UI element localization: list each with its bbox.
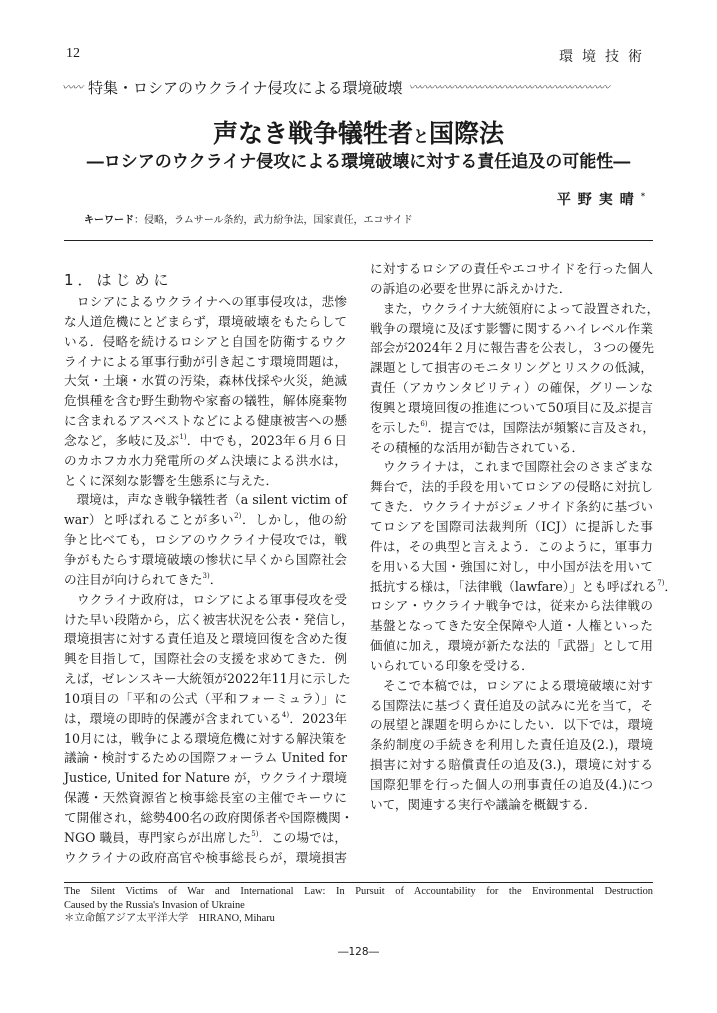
citation-superscript: 7) (657, 578, 665, 587)
text-line: そこで本稿では，ロシアによる環境破壊に対す (370, 677, 653, 693)
text-line: いられている印象を受ける． (370, 657, 534, 673)
text-line: 環境は，声なき戦争犠牲者（a silent victim of (64, 492, 347, 508)
text-line: 争と比べても，ロシアのウクライナ侵攻では，戦 (64, 532, 347, 548)
footnote-divider (64, 882, 653, 883)
text-line: けた早い段階から，広く被害状況を公表・発信し， (64, 611, 354, 627)
text-line: 価値に加え，環境が新たな法的「武器」として用 (370, 638, 653, 654)
article-title (0, 114, 717, 150)
page-number: 12 (66, 46, 80, 61)
title-part: 声なき戦争犠牲者 (212, 119, 413, 148)
keywords-label: キーワード (84, 215, 134, 226)
text-line: て開催され，総勢400名の政府関係者や国際機関・ (64, 809, 354, 825)
text-line: 責任（アカウンタビリティ）の確保，グリーンな (370, 380, 653, 396)
text-line: 抵抗する様は，「法律戦（lawfare）」とも呼ばれる$^{7)}$． (370, 578, 678, 594)
feature-label: 特集・ロシアのウクライナ侵攻による環境破壊 (88, 78, 403, 97)
text-line: 興を目指して，国際社会の支援を求めてきた．例 (64, 651, 347, 667)
text-line: 念など，多岐に及ぶ$^{1)}$．中でも，2023年６月６日 (64, 432, 347, 448)
text-line: 件は，その典型と言えよう．このように，軍事力 (370, 538, 653, 554)
title-part: 国際法 (429, 119, 505, 148)
text-line: 国際犯罪を行った個人の刑事責任の追及(4.)につ (370, 776, 653, 792)
text-line: の展望と課題を明らかにしたい．以下では，環境 (370, 717, 653, 733)
text-line: 大気・土壌・水質の汚染，森林伐採や火災，絶滅 (64, 373, 347, 389)
text-line: とくに深刻な影響を生態系に与えた． (64, 472, 279, 488)
author-affiliation: ＊立命館アジア太平洋大学 HIRANO, Miharu (64, 913, 275, 925)
text-line: その積極的な活用が勧告されている． (370, 439, 585, 455)
text-line: 戦争の環境に及ぼす影響に関するハイレベル作業 (370, 320, 653, 336)
text-line: 議論・検討するための国際フォーラム United for (64, 750, 347, 766)
text-line: また，ウクライナ大統領府によって設置された， (370, 300, 660, 316)
wave-ornament-right: 〰〰〰〰〰〰〰〰〰〰〰〰〰〰〰〰〰〰〰〰 (408, 81, 609, 94)
text-line: る国際法に基づく責任追及の試みに光を当て，そ (370, 697, 653, 713)
text-line: いて，関連する実行や議論を概観する． (370, 796, 597, 812)
citation-superscript: 1) (179, 432, 187, 441)
text-line: NGO 職員，専門家らが出席した$^{5)}$．この場では， (64, 829, 347, 845)
text-line: 保護・天然資源省と検事総長室の主催でキーウに (64, 790, 347, 806)
journal-name: 環境技術 (559, 49, 651, 65)
text-line: ロシア・ウクライナ戦争では，従来から法律戦の (370, 598, 653, 614)
text-line: てロシアを国際司法裁判所（ICJ）に提訴した事 (370, 518, 653, 534)
text-line: 条約制度の手続きを利用した責任追及(2.)，環境 (370, 737, 653, 753)
text-line: のカホフカ水力発電所のダム決壊による洪水は， (64, 452, 347, 468)
author-name: 平野実晴 (556, 192, 641, 208)
right-column (370, 259, 678, 815)
keywords (84, 211, 413, 226)
author-mark: * (640, 190, 645, 201)
keywords-list: ：侵略，ラムサール条約，武力紛争法，国家責任，エコサイド (134, 215, 413, 226)
text-line: 10項目の「平和の公式（平和フォーミュラ）」に (64, 690, 347, 706)
text-line: ウクライナは，これまで国際社会のさまざまな (370, 459, 653, 475)
text-line: ロシアによるウクライナへの軍事侵攻は，悲惨 (64, 294, 347, 309)
left-column (64, 292, 354, 867)
english-title-line: The Silent Victims of War and International Law: In Pursuit of Accountability for the Environmental Destruction (64, 886, 653, 897)
text-line: 基盤となってきた安全保障や人道・人権といった (370, 618, 653, 634)
citation-superscript: 3) (202, 571, 210, 580)
text-line: な人道危機にとどまらず，環境破壊をもたらして (64, 313, 347, 329)
text-line: 10月には，戦争による環境危機に対する解決策を (64, 730, 347, 746)
feature-banner (62, 76, 660, 98)
text-line: は，環境の即時的保護が含まれている$^{4)}$．2023年 (64, 710, 348, 726)
text-line: ウクライナ政府は，ロシアによる軍事侵攻を受 (64, 591, 347, 607)
text-line: を用いる大国・強国に対し，中小国が法を用いて (370, 558, 653, 574)
text-line: ウクライナの政府高官や検事総長らが，環境損害 (64, 849, 347, 865)
text-line: 危惧種を含む野生動物や家畜の犠牲，解体廃棄物 (64, 393, 347, 409)
citation-superscript: 4) (281, 710, 290, 719)
text-line: 損害に対する賠償責任の追及(3.)，環境に対する (370, 757, 653, 773)
text-line: 課題として損害のモニタリングとリスクの低減， (370, 360, 653, 376)
text-line: の訴追の必要を世界に訴えかけた． (370, 280, 572, 296)
text-line: えば，ゼレンスキー大統領が2022年11月に示した (64, 671, 351, 687)
text-line: 舞台で，法的手段を用いてロシアの侵略に対抗し (370, 479, 653, 495)
text-line: 復興と環境回復の推進について50項目に及ぶ提言 (370, 399, 653, 415)
english-title-line: Caused by the Russia's Invasion of Ukraine (64, 899, 245, 911)
wave-ornament-left: 〰〰 (62, 81, 82, 94)
citation-superscript: 5) (251, 829, 259, 838)
text-line: の注目が向けられてきた$^{3)}$． (64, 571, 223, 587)
header-divider (64, 240, 653, 241)
text-line: に含まれるアスベストなどによる健康被害への懸 (64, 413, 347, 429)
text-line: いる．侵略を続けるロシアと自国を防衛するウク (64, 333, 347, 349)
section-heading: 1．はじめに (64, 271, 173, 289)
author (557, 189, 645, 209)
citation-superscript: 6) (420, 419, 428, 428)
folio: ―128― (337, 946, 380, 958)
footnote (64, 885, 653, 926)
text-line: てきた．ウクライナがジェノサイド条約に基づい (370, 499, 653, 515)
text-line: 争がもたらす環境破壊の惨状に早くから国際社会 (64, 551, 347, 567)
text-line: Justice, United for Nature が，ウクライナ環境 (64, 770, 347, 786)
title-part: と (412, 127, 429, 146)
text-line: に対するロシアの責任やエコサイドを行った個人 (370, 261, 653, 276)
text-line: 環境損害に対する責任追及と環境回復を含めた復 (64, 631, 347, 647)
text-line: ライナによる軍事行動が引き起こす環境問題は， (64, 353, 347, 369)
citation-superscript: 2) (234, 512, 242, 521)
text-line: を示した$^{6)}$．提言では，国際法が頻繁に言及され， (370, 419, 656, 435)
text-line: 部会が2024年２月に報告書を公表し，３つの優先 (370, 340, 654, 356)
text-line: war）と呼ばれることが多い$^{2)}$．しかし，他の紛 (64, 512, 347, 528)
article-subtitle: ―ロシアのウクライナ侵攻による環境破壊に対する責任追及の可能性― (86, 152, 631, 172)
